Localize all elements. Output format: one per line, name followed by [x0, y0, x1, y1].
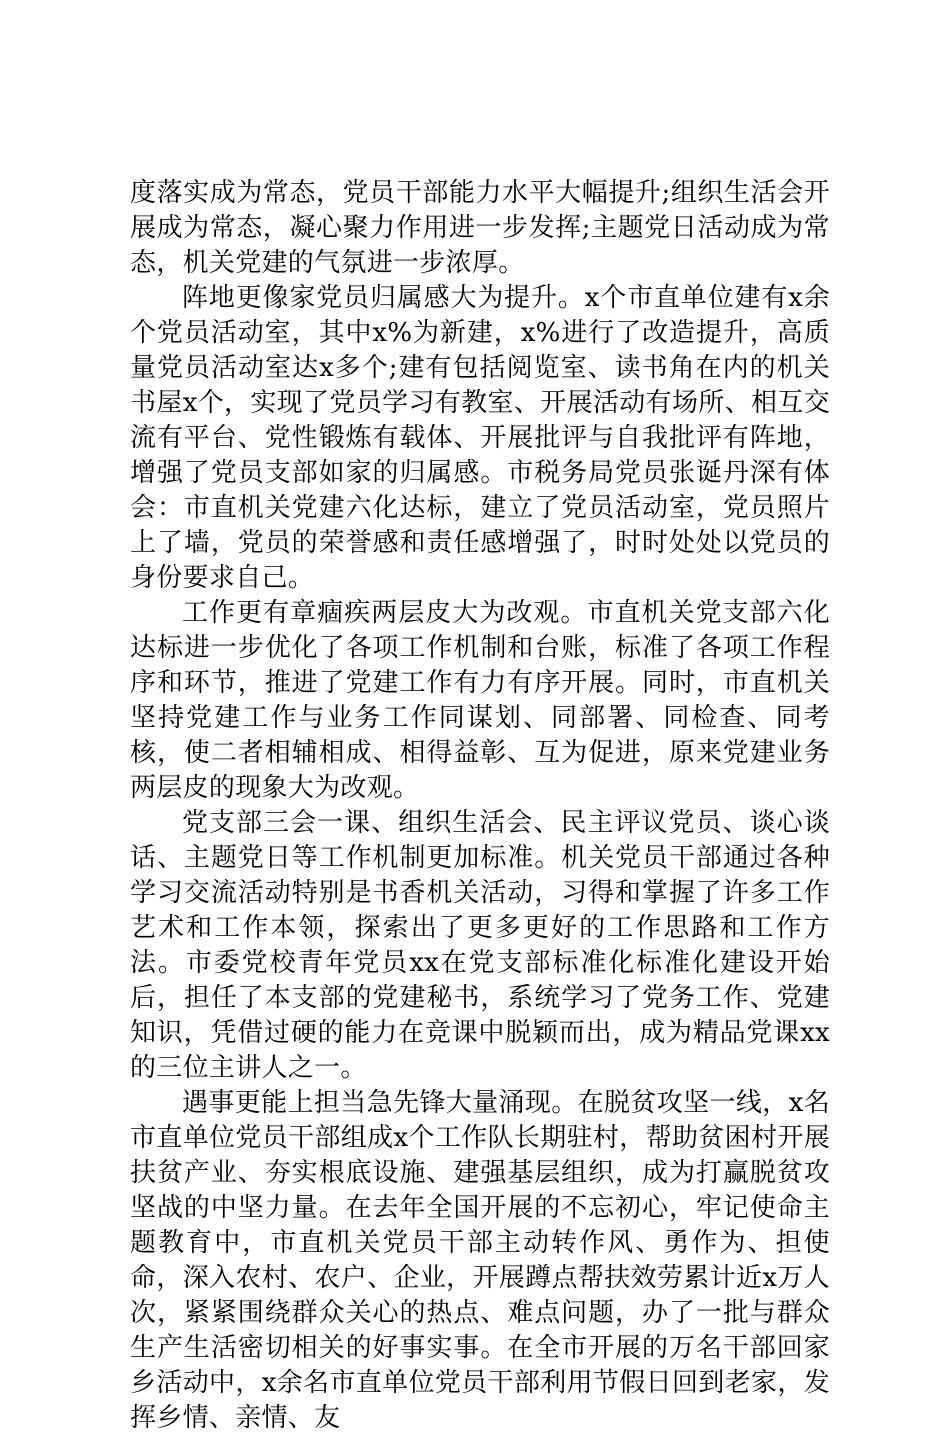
- paragraph-continuation: 度落实成为常态，党员干部能力水平大幅提升;组织生活会开展成为常态，凝心聚力作用进一步发挥;主题党日活动成为常态，机关党建的气氛进一步浓厚。: [130, 178, 830, 278]
- document-body: [130, 176, 830, 1436]
- paragraph-work-improvement: 工作更有章痼疾两层皮大为改观。市直机关党支部六化达标进一步优化了各项工作机制和台账，标准了各项工作程序和环节，推进了党建工作有力有序开展。同时，市直机关坚持党建工作与业务工作同谋划、同部署、同检查、同考核，使二者相辅相成、相得益彰、互为促进，原来党建业务两层皮的现象大为改观。: [130, 598, 830, 803]
- paragraph-responsibility-vanguard: 遇事更能上担当急先锋大量涌现。在脱贫攻坚一线，x名市直单位党员干部组成x个工作队长期驻村，帮助贫困村开展扶贫产业、夯实根底设施、建强基层组织，成为打赢脱贫攻坚战的中坚力量。在去年全国开展的不忘初心，牢记使命主题教育中，市直机关党员干部主动转作风、勇作为、担使命，深入农村、农户、企业，开展蹲点帮扶效劳累计近x万人次，紧紧围绕群众关心的热点、难点问题，办了一批与群众生产生活密切相关的好事实事。在全市开展的万名干部回家乡活动中，x余名市直单位党员干部利用节假日回到老家，发挥乡情、亲情、友: [130, 1088, 830, 1433]
- paragraph-mechanism-standard: 党支部三会一课、组织生活会、民主评议党员、谈心谈话、主题党日等工作机制更加标准。机关党员干部通过各种学习交流活动特别是书香机关活动，习得和掌握了许多工作艺术和工作本领，探索出了更多更好的工作思路和工作方法。市委党校青年党员xx在党支部标准化标准化建设开始后，担任了本支部的党建秘书，系统学习了党务工作、党建知识，凭借过硬的能力在竞课中脱颖而出，成为精品党课xx的三位主讲人之一。: [130, 808, 830, 1083]
- paragraph-position-belonging: 阵地更像家党员归属感大为提升。x个市直单位建有x余个党员活动室，其中x%为新建，x%进行了改造提升，高质量党员活动室达x多个;建有包括阅览室、读书角在内的机关书屋x个，实现了党员学习有教室、开展活动有场所、相互交流有平台、党性锻炼有载体、开展批评与自我批评有阵地，增强了党员支部如家的归属感。市税务局党员张诞丹深有体会：市直机关党建六化达标，建立了党员活动室，党员照片上了墙，党员的荣誉感和责任感增强了，时时处处以党员的身份要求自己。: [130, 283, 830, 593]
